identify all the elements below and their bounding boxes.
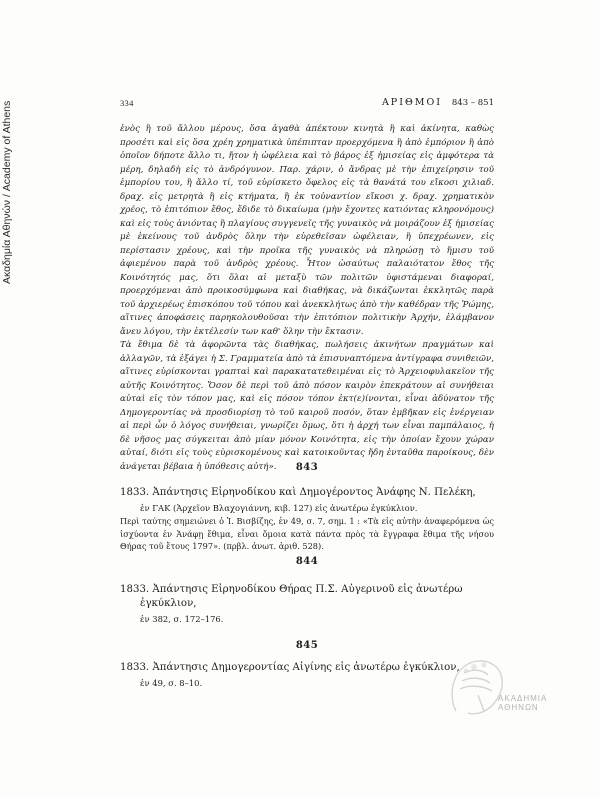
entry-844-title: 1833. Ἀπάντησις Εἰρηνοδίκου Θήρας Π.Σ. Αὐγερινοῦ εἰς ἀνωτέρω — [120, 584, 463, 595]
entry-845-reference: ἐν 49, σ. 8–10. — [140, 678, 203, 688]
entry-number-845: 845 — [295, 640, 319, 651]
entry-845-title: 1833. Ἀπάντησις Δημογεροντίας Αἰγίνης εἰς ἀνωτέρω ἐγκύκλιον, — [120, 662, 460, 673]
entry-number-843: 843 — [295, 462, 319, 473]
header-range: 843 – 851 — [451, 98, 494, 108]
entry-843-note: Περὶ ταύτης σημειώνει ὁ Ἰ. Βισβίζης, ἐν 49, σ. 7, σημ. 1 : «Τὰ εἰς αὐτὴν ἀναφερόμενα ὡς ἰσχύοντα ἐν Ἀνάφῃ ἔθιμα, εἶναι ὅμοια κατὰ πάντα πρὸς τὰ ἔγγραφα ἔθιμα τῆς νήσου Θήρας τοῦ ἔτους 1797». (πρβλ. ἀνωτ. ἀριθ. 528). — [120, 516, 494, 551]
watermark-text-right: ΑΘΗΝΩΝ — [498, 703, 539, 712]
watermark-caption — [498, 694, 600, 712]
entry-number-844: 844 — [295, 556, 319, 567]
entry-844-title-cont: ἐγκύκλιον, — [140, 598, 197, 609]
header-title: ΑΡΙΘΜΟΙ — [381, 97, 442, 108]
body-text — [120, 123, 494, 474]
archive-side-label: Ακαδημία Αθηνών / Academy of Athens — [1, 100, 13, 284]
running-header — [120, 97, 494, 111]
academy-watermark-icon — [438, 651, 578, 727]
watermark-text-left: ΑΚΑΔΗΜΙΑ — [498, 694, 548, 703]
entry-843-title: 1833. Ἀπάντησις Εἰρηνοδίκου καὶ Δημογέροντος Ἀνάφης Ν. Πελέκη, — [120, 487, 476, 498]
body-paragraph: ἑνὸς ἢ τοῦ ἄλλου μέρους, ὅσα ἀγαθὰ ἀπέκτουν κινητὰ ἢ καὶ ἀκίνητα, καθὼς προσέτι καὶ εἰς ὅσα χρέη χρηματικὰ ὑπέπιπταν προερχόμενα ἢ ἀπὸ ἐμπόριον ἢ ἀπὸ ὁποῖον δήποτε ἄλλο τι, ἤτον ἡ ὠφέλεια καὶ τὸ βάρος ἐξ ἡμισείας εἰς ἀμφότερα τὰ μέρη, δηλαδὴ εἰς τὸ ἀνδρόγυνον. Παρ. χάριν, ὁ ἄνδρας μὲ τὴν ἐπιχείρησιν τοῦ ἐμπορίου του, ἢ ἄλλο τί, τοῦ εὑρίσκετο ὄφελος εἰς τὰ θανάτά του εἴκοσι χιλιαδ. δραχ. εἰς μετρητὰ ἢ εἰς κτήματα, ἢ ἐκ τοὐναντίον εἴκοσι χ. δραχ. χρηματικὸν χρέος, τὸ ἐπιτόπιον ἔθος, ἔδιδε τὸ δικαίωμα (μὴν ἔχοντες κατιόντας κληρονόμους) καὶ εἰς τοὺς ἀνιόντας ἢ πλαγίους συγγενεῖς τῆς γυναικὸς νὰ μοιράζουν ἐξ ἡμισείας μὲ ἐκείνους τοῦ ἀνδρὸς ὅλην τὴν εὑρεθεῖσαν ὠφέλειαν, ἢ ὑπεχρέωνεν, εἰς περίστασιν χρέους, καὶ τὴν προῖκα τῆς γυναικὸς νὰ πληρώσῃ τὸ ἥμισυ τοῦ ἀφιεμένου παρὰ τοῦ ἀνδρὸς χρέους. Ἦτον ὡσαύτως παλαιότατον ἔθος τῆς Κοινότητός μας, ὅτι ὅλαι αἱ μεταξὺ τῶν πολιτῶν ὑφιστάμεναι διαφοραί, προερχόμεναι ἀπὸ προικοσύμφωνα καὶ διαθήκας, νὰ δικάζωνται ἐκκλητῶς παρὰ τοῦ ἀρχιερέως ἐπισκόπου τοῦ τόπου καὶ ἀνεκκλήτως ἀπὸ τὴν καθέδραν τῆς Ῥώμης, αἵτινες ἀποφάσεις παρηκολουθοῦσαι τὴν ἐπιτόπιον πολιτικὴν Ἀρχήν, ἐλάμβανον ἄνευ λόγου, τὴν ἐκτέλεσίν των καθ' ὅλην τὴν ἔκτασιν. — [120, 124, 494, 337]
entry-843-reference: ἐν ΓΑΚ (Ἀρχεῖον Βλαχογιάννη, κιβ. 127) εἰς ἀνωτέρω ἐγκύκλιον. — [140, 503, 418, 513]
page-number: 334 — [120, 98, 134, 108]
entry-844-reference: ἐν 382, σ. 172–176. — [140, 614, 224, 624]
body-paragraph: Τὰ ἔθιμα δὲ τὰ ἀφορῶντα τὰς διαθήκας, πωλήσεις ἀκινήτων πραγμάτων καὶ ἀλλαγῶν, τὰ ἐξάγει ἡ Σ. Γραμματεία ἀπὸ τὰ ἐπισυναπτόμενα ἀντίγραφα συνιθειῶν, αἵτινες εὑρίσκονται γραπταὶ καὶ παρακατατεθειμέναι εἰς τὸ Ἀρχειοφυλακεῖον τῆς αὐτῆς Κοινότητος. Ὅσον δὲ περὶ τοῦ ἀπὸ πόσον καιρὸν ἐπεκράτουν αἱ συνήθειαι αὐταὶ εἰς τὸν τόπον μας, καὶ εἰς πόσον τόπον ἐκτ(ε)ίνονται, εἶναι ἀδύνατον τῆς Δημογεροντίας νὰ προσδιορίσῃ τὸ τοῦ καιροῦ ποσόν, ὅταν ἐμβῆκαν εἰς ἐνέργειαν αἱ περὶ ὧν ὁ λόγος συνήθειαι, γνωρίζει ὅμως, ὅτι ἡ ἀρχή των εἶναι παμπάλαιος, ἡ δὲ νῆσος μας σύγκειται ἀπὸ μίαν μόνον Κοινότητα, εἰς τὴν ὁποίαν ἔχουν χώραν αὐταί, διότι εἰς τοὺς εὑρισκομένους καὶ κατοικοῦντας ἤδη ἐνταῦθα παροίκους, δὲν ἀνάγεται βέβαια ἡ ὑπόθεσις αὐτή». — [120, 340, 494, 472]
